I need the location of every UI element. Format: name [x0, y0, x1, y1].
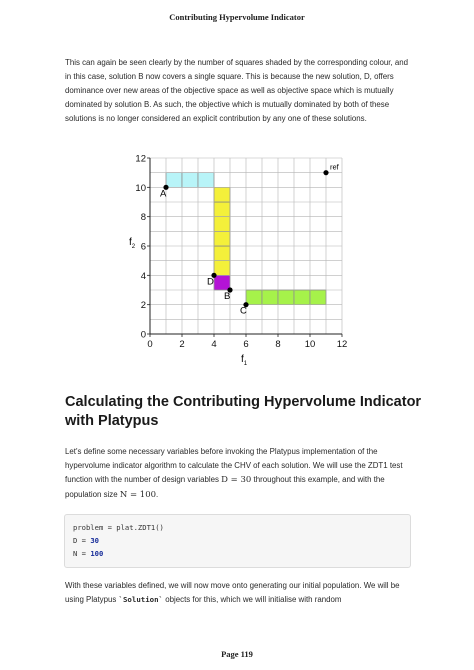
code-n-prefix: N =: [73, 549, 91, 558]
point-label-c: C: [240, 305, 247, 317]
y-tick-label: 12: [135, 153, 146, 165]
section-title: Calculating the Contributing Hypervolume Indicator with Platypus: [65, 394, 422, 429]
shaded-cell-a: [166, 173, 182, 188]
math-population-size: N = 100: [119, 489, 157, 500]
x-tick-label: 6: [243, 339, 249, 350]
shaded-cell-a: [182, 173, 198, 188]
hypervolume-chart: [120, 152, 360, 372]
x-tick-label: 4: [211, 339, 217, 350]
shaded-cell-d: [214, 202, 230, 217]
inline-code-solution: `Solution`: [118, 594, 164, 604]
x-tick-label: 10: [304, 339, 316, 350]
shaded-cell-b: [214, 275, 230, 290]
y-tick-label: 8: [140, 212, 146, 224]
y-tick-label: 2: [140, 300, 146, 312]
x-axis-label: $f_1$: [240, 354, 248, 367]
running-header: Contributing Hypervolume Indicator: [169, 12, 305, 22]
point-label-b: B: [224, 291, 231, 302]
shaded-cell-d: [214, 217, 230, 232]
x-tick-label: 2: [179, 339, 185, 350]
paragraph-chv-explanation: This can again be seen clearly by the number of squares shaded by the corresponding colour, and in this case, solution B now covers a single square. This is because the new solution, D, offers dominance over new areas of the objective space as well as objective space which is mutually dominated by solution B. As such, the objective which is mutually dominated by both of these solutions is no longer considered an explicit contribution by any one of these solutions.: [65, 58, 409, 123]
x-tick-label: 8: [275, 339, 281, 350]
paragraph-variables-text-1: Let's define some necessary variables before invoking the Platypus implementation of the hypervolume indicator algorithm to calculate the CHV of each solution. We will use the ZDT1 test function with the number of design variables: [65, 447, 403, 484]
paragraph-population-text-1: With these variables defined, we will now move onto generating our initial population. We will be using Platypus: [65, 581, 400, 604]
paragraph-population-text-2: objects for this, which we will initialise with random: [163, 594, 342, 604]
shaded-cell-c: [278, 290, 294, 305]
code-line-d: [73, 536, 99, 545]
point-label-a: A: [160, 188, 167, 200]
shaded-cell-a: [198, 173, 214, 188]
y-axis-label: $f_2$: [129, 237, 136, 250]
paragraph-variables-text-2: throughout this example, and with the population size: [65, 474, 385, 499]
code-line-problem: problem = plat.ZDT1(): [73, 523, 164, 532]
paragraph-population: [65, 579, 415, 607]
y-tick-label: 10: [135, 182, 146, 194]
x-tick-label: 0: [147, 339, 153, 350]
math-design-variables: D = 30: [221, 474, 252, 485]
y-tick-label: 4: [140, 270, 146, 282]
code-block: [64, 514, 411, 568]
x-tick-label: 12: [336, 339, 348, 350]
point-ref: [323, 170, 328, 175]
code-n-value: 100: [90, 549, 104, 558]
y-tick-label: 6: [140, 241, 146, 253]
shaded-cell-d: [214, 246, 230, 261]
shaded-cell-c: [294, 290, 310, 305]
hypervolume-figure: [120, 152, 360, 377]
code-d-value: 30: [90, 536, 99, 545]
shaded-cell-d: [214, 231, 230, 246]
point-label-ref: ref: [330, 162, 339, 172]
code-line-n: [73, 549, 103, 558]
paragraph-variables: [65, 445, 415, 503]
code-d-prefix: D =: [73, 536, 91, 545]
shaded-cell-c: [310, 290, 326, 305]
paragraph-variables-text-3: .: [156, 489, 159, 499]
shaded-cell-c: [246, 290, 262, 305]
point-label-d: D: [207, 276, 214, 288]
y-tick-label: 0: [140, 329, 146, 341]
shaded-cell-c: [262, 290, 278, 305]
page-number: Page 119: [221, 649, 253, 659]
shaded-cell-d: [214, 261, 230, 276]
shaded-cell-d: [214, 187, 230, 202]
